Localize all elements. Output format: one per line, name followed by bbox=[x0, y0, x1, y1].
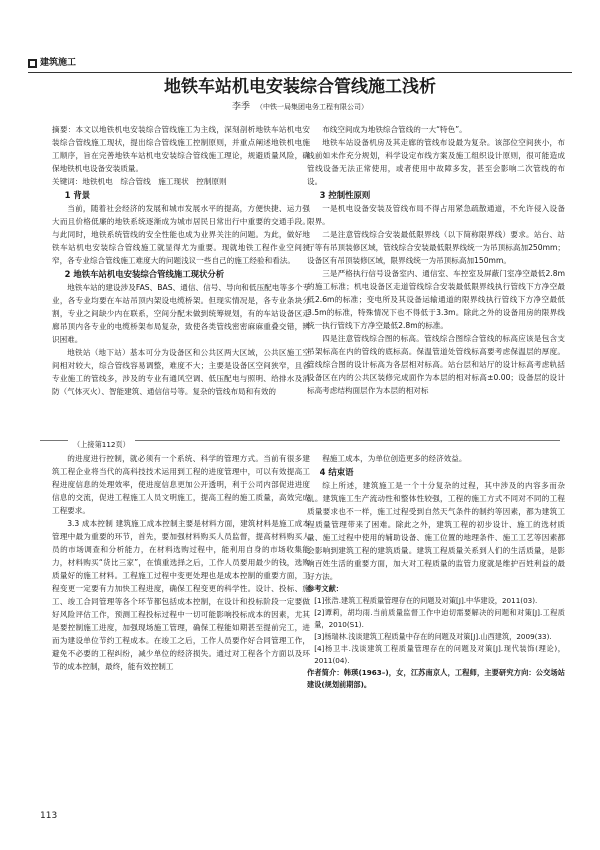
column-2 bbox=[307, 123, 565, 397]
section-label: 建筑施工 bbox=[40, 57, 77, 68]
paragraph: 地铁站（地下站）基本可分为设备区和公共区两大区域，公共区施工空间相对较大，综合管线容易调整，难度不大；主要是设备区空间狭窄，且各专业施工的管线多，涉及的专业有通风空调、低压配电与照明、给排水及消防（气体灭火）、智能建筑、通信信号等。复杂的管线布局和有效的 bbox=[52, 348, 310, 396]
paragraph: 地铁车站的建设涉及FAS、BAS、通信、信号、导向和低压配电等多个专业，各专业均要在车站吊顶内架设电缆桥架。但现实情况是，各专业条块分割，专业之间缺少内在联系，空间分配未做到统筹规划，有的车站设备区走廊吊顶内各专业的电缆桥架布局复杂，致使各类管线密密麻麻重叠交错，辨识困难。 bbox=[52, 283, 310, 344]
heading-background: 1 背景 bbox=[64, 190, 91, 200]
paragraph: 当前，随着社会经济的发展和城市发展水平的提高，方便快捷、运力强大而且价格低廉的地铁系统逐渐成为城市居民日常出行中重要的交通手段。与此同时，地铁系统管线的安全性能也成为业界关注的问题。为此，做好地铁车站机电安装综合管线施工就显得尤为重要。现就地铁工程作业空间狭窄，各专业综合管线施工难度大的问题浅议一些自己的施工经验和看法。 bbox=[52, 204, 310, 265]
reference-item: [2]谭莉，胡均雨.当前质量监督工作中迫切需要解决的问题和对策[J].工程质量，2010(S1). bbox=[314, 608, 565, 629]
heading-status: 2 地铁车站机电安装综合管线施工现状分析 bbox=[64, 269, 225, 279]
paragraph: 综上所述，建筑施工是一个十分复杂的过程，其中涉及的内容多而杂乱。建筑施工生产流动性和整体性较强，工程的施工方式不同对不同的工程质量要求也不一样，施工过程受到自然天气条件的制约等因素，都为建筑工程质量管理带来了困难。除此之外，建筑工程的初步设计、施工的选材质量、施工过程中使用的辅助设备、施工位置的地理条件、施工工艺等因素都会影响到建筑工程的建筑质量。建筑工程质量关系到人们的生活质量，是影响百姓生活的重要方面，加大对工程质量的监管力度就是维护百姓利益的最好方法。 bbox=[307, 481, 565, 581]
section-square-icon bbox=[28, 59, 37, 68]
column-4 bbox=[307, 452, 565, 691]
reference-item: [1]张浩.建筑工程质量管理存在的问题及对策[J].中华建设，2011(03). bbox=[314, 596, 538, 605]
abstract-block bbox=[52, 123, 310, 188]
reference-item: [4]杨卫丰.浅谈建筑工程质量管理存在的问题及对策[J].现代装饰(理论)，2011(04). bbox=[314, 644, 565, 665]
column-3 bbox=[52, 452, 310, 673]
paragraph: 地铁车站设备机房及其走廊的管线布设最为复杂。该部位空间狭小，布线前如未作充分规划，科学设定布线方案及施工组织设计原则，很可能造成管线设备无法正常使用，或者使用中故障多发，甚至会影响二次管线的布设。 bbox=[307, 138, 565, 186]
paragraph: 三是严格执行信号设备室内、通信室、车控室及屏蔽门室净空最低2.8m的施工标准；机电设备区走道管线综合安装最低限界线执行管线下方净空最低2.6m的标准；变电所及其设备运输通道的限界线执行管线下方净空最低3.5m的标准，特殊情况下也不得低于3.3m。除此之外的设备用房的限界线统一执行管线下方净空最低2.8m的标准。 bbox=[307, 269, 565, 330]
page-number: 113 bbox=[40, 811, 58, 821]
heading-conclusion: 4 结束语 bbox=[319, 467, 354, 477]
paragraph: 一是机电设备安装及管线布局不得占用紧急疏散通道，不允许侵入设备限界。 bbox=[307, 204, 565, 226]
byline bbox=[0, 101, 600, 114]
author-affiliation: （中铁一局集团电务工程有限公司） bbox=[256, 103, 368, 111]
section-tag bbox=[28, 56, 76, 70]
paragraph: 3.3 成本控制 建筑施工成本控制主要是材料方面，建筑材料是施工成本管理中最为重要的环节，首先，要加强材料购买人员监督，提高材料购买人员的市场调查和分析能力，在材料选购过程中，能利用自身的市场收集能力，材料购买“货比三家”，在慎重选择之后，工作人员要用最少的钱，选购质量好的施工材料。工程施工过程中变更处理也是成本控制的重要方面，工程变更一定要有力加快工程进度，确保工程变更的科学性。设计、投标、施工、竣工合同管理等各个环节都包括成本控制，在设计和投标阶段一定要做好风险评估工作，预测工程投标过程中一切可能影响投标成本的因素，尤其是要控制施工进度，加强现场施工管理，确保工程能如期甚至提前完工，进而为建设单位节约工程成本。在竣工之后，工作人员要作好合同管理工作，避免不必要的工程纠纷，减少单位的经济损失。通过对工程各个方面以及环节的成本控制，最终，能有效控制工 bbox=[52, 519, 310, 671]
abstract-text: 摘要：本文以地铁机电安装综合管线施工为主线，深刻剖析地铁车站机电安装综合管线施工现状，提出综合管线施工控制原则，并重点阐述地铁机电施工顺序，旨在完善地铁车站机电安装综合管线施工理论，规避质量风险，确保地铁机电设备安装质量。 bbox=[52, 125, 310, 173]
author-name: 李季 bbox=[231, 102, 250, 112]
reference-item: [3]杨瑞林.浅谈建筑工程质量中存在的问题及对策[J].山西建筑，2009(33). bbox=[314, 632, 552, 641]
article-title: 地铁车站机电安装综合管线施工浅析 bbox=[164, 77, 436, 97]
paragraph: 四是注意管线综合图的标高。管线综合图综合管线的标高应该是包含支吊架标高在内的管线的底标高。保温管道处管线标高要考虑保温层的厚度。管线综合图的设计标高为各层相对标高。站台层和站厅的设计标高考虑轨括设备区在内的公共区装修完成面作为本层的相对标高±0.00；设备层的设计标高考虑结构面层作为本层的相对标 bbox=[307, 334, 565, 395]
paragraph: 的进度进行控制，就必须有一个系统、科学的管理方式。当前有很多建筑工程企业将当代的高科技技术运用到工程的进度管理中，可以有效提高工程进度信息的处理效率，使进度信息更加公开透明，利于公司内部促进进度信息的交流，促进工程施工人员文明施工，提高工程的施工质量，高效完成工程要求。 bbox=[52, 454, 310, 515]
references-title: 参考文献： bbox=[307, 584, 343, 593]
paragraph: 二是注意管线综合安装最低限界线（以下简称限界线）要求。站台、站厅等有吊顶装修区域，管线综合安装最低限界线统一为吊顶标高加250mm；设备区有吊顶装修区域，限界线统一为吊顶标高加150mm。 bbox=[307, 230, 565, 265]
heading-principles: 3 控制性原则 bbox=[319, 190, 371, 200]
keywords: 关键词：地铁机电 综合管线 施工现状 控制原则 bbox=[52, 177, 227, 186]
continuation-label: （上接第112页） bbox=[68, 438, 135, 451]
paragraph: 程施工成本，为单位创造更多的经济效益。 bbox=[322, 454, 467, 463]
author-note: 作者简介：韩瑛(1963–)，女，江苏南京人，工程师，主要研究方向：公交场站建设(规划前期部)。 bbox=[307, 668, 565, 689]
references bbox=[307, 583, 565, 691]
column-1 bbox=[52, 123, 310, 398]
header-rule bbox=[28, 72, 572, 73]
paragraph: 布线空间成为地铁综合管线的一大“特色”。 bbox=[322, 125, 467, 134]
